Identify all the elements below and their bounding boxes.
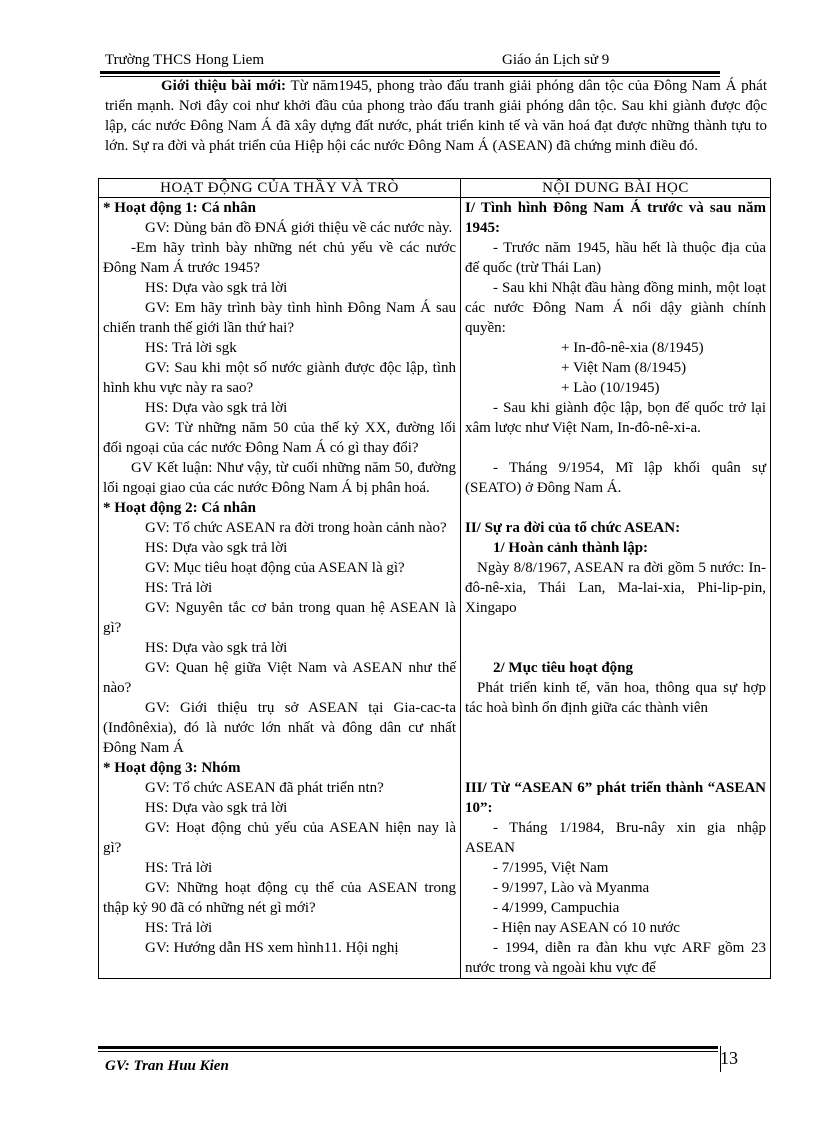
content-line: - 7/1995, Việt Nam xyxy=(493,860,609,876)
activity-line: HS: Trả lời sgk xyxy=(145,340,237,356)
activity-line: GV: Dùng bản đồ ĐNÁ giới thiệu về các nước này. xyxy=(145,220,453,236)
content-line: - Tháng 9/1954, Mĩ lập khối quân sự (SEATO) ở Đông Nam Á. xyxy=(465,460,766,496)
intro-label: Giới thiệu bài mới: xyxy=(161,78,287,94)
activity-line: -Em hãy trình bày những nét chủ yếu về các nước Đông Nam Á trước 1945? xyxy=(103,240,456,276)
activity-line: HS: Trả lời xyxy=(145,860,213,876)
teacher-label: GV: xyxy=(105,1058,130,1074)
activity-line: GV: Hoạt động chủ yếu của ASEAN hiện nay là gì? xyxy=(103,820,456,856)
lesson-table xyxy=(98,178,771,979)
content-line: - Sau khi giành độc lập, bọn đế quốc trở lại xâm lược như Việt Nam, In-đô-nê-xi-a. xyxy=(465,400,766,436)
subsection-1-title: 1/ Hoàn cảnh thành lập: xyxy=(493,540,649,556)
spacer xyxy=(465,498,766,518)
content-line: - 1994, diễn ra đàn khu vực ARF gồm 23 nước trong và ngoài khu vực để xyxy=(465,940,766,976)
spacer xyxy=(465,638,766,658)
content-line: - Tháng 1/1984, Bru-nây xin gia nhập ASEAN xyxy=(465,820,766,856)
activity-line: HS: Dựa vào sgk trả lời xyxy=(145,540,288,556)
activity-line: GV: Hướng dẫn HS xem hình11. Hội nghị xyxy=(145,940,399,956)
table-body-row xyxy=(99,198,771,979)
content-line: + Lào (10/1945) xyxy=(561,380,660,396)
header-rule-thick xyxy=(100,71,720,74)
page-number: 13 xyxy=(720,1048,738,1068)
spacer xyxy=(465,618,766,638)
page-header xyxy=(105,52,715,72)
section-1-title: I/ Tình hình Đông Nam Á trước và sau năm 1945: xyxy=(465,200,766,236)
subsection-2-title: 2/ Mục tiêu hoạt động xyxy=(493,660,634,676)
content-line: - Hiện nay ASEAN có 10 nước xyxy=(493,920,680,936)
activities-cell xyxy=(99,198,461,979)
activity-line: GV Kết luận: Như vậy, từ cuối những năm 50, đường lối ngoại giao của các nước Đông Nam Á bị phân hoá. xyxy=(103,460,456,496)
activity-line: HS: Trả lời xyxy=(145,580,213,596)
teacher-signature xyxy=(105,1058,229,1075)
content-line: Phát triển kinh tế, văn hoa, thông qua sự hợp tác hoà bình ổn định giữa các thành viên xyxy=(465,680,766,716)
content-line: + Việt Nam (8/1945) xyxy=(561,360,687,376)
content-line: + In-đô-nê-xia (8/1945) xyxy=(561,340,704,356)
activity-line: HS: Dựa vào sgk trả lời xyxy=(145,280,288,296)
spacer xyxy=(465,738,766,758)
activity-3-title: * Hoạt động 3: Nhóm xyxy=(103,760,241,776)
activity-line: GV: Tổ chức ASEAN đã phát triển ntn? xyxy=(145,780,384,796)
content-line: - Trước năm 1945, hầu hết là thuộc địa của đế quốc (trừ Thái Lan) xyxy=(465,240,766,276)
activity-line: GV: Những hoạt động cụ thể của ASEAN trong thập kỷ 90 đã có những nét gì mới? xyxy=(103,880,456,916)
intro-paragraph xyxy=(105,76,767,156)
table-header-row xyxy=(99,179,771,198)
activity-line: GV: Giới thiệu trụ sở ASEAN tại Gia-cac-ta (Inđônêxia), đó là nước lớn nhất và đông dân cư nhất Đông Nam Á xyxy=(103,700,456,756)
activity-line: GV: Tổ chức ASEAN ra đời trong hoàn cảnh nào? xyxy=(145,520,447,536)
footer-rule-thin xyxy=(98,1051,718,1052)
activity-line: GV: Mục tiêu hoạt động của ASEAN là gì? xyxy=(145,560,405,576)
content-line: - 4/1999, Campuchia xyxy=(493,900,620,916)
teacher-name: Tran Huu Kien xyxy=(129,1058,229,1074)
activity-line: HS: Dựa vào sgk trả lời xyxy=(145,640,288,656)
activity-2-title: * Hoạt động 2: Cá nhân xyxy=(103,500,256,516)
content-cell xyxy=(461,198,771,979)
activity-line: HS: Trả lời xyxy=(145,920,213,936)
school-name: Trường THCS Hong Liem xyxy=(105,52,265,68)
activity-1-title: * Hoạt động 1: Cá nhân xyxy=(103,200,256,216)
activity-line: GV: Nguyên tắc cơ bản trong quan hệ ASEAN là gì? xyxy=(103,600,456,636)
activity-line: GV: Quan hệ giữa Việt Nam và ASEAN như thế nào? xyxy=(103,660,456,696)
col-activities-header: HOẠT ĐỘNG CỦA THẦY VÀ TRÒ xyxy=(99,179,461,198)
activity-line: GV: Từ những năm 50 của thế kỷ XX, đường lối đối ngoại của các nước Đông Nam Á có gì thay đổi? xyxy=(103,420,456,456)
section-2-title: II/ Sự ra đời của tổ chức ASEAN: xyxy=(465,520,681,536)
activity-line: GV: Sau khi một số nước giành được độc lập, tình hình khu vực này ra sao? xyxy=(103,360,456,396)
spacer xyxy=(465,438,766,458)
intro-text: Từ năm1945, phong trào đấu tranh giải phóng dân tộc của Đông Nam Á phát triển mạnh. Nơi đây coi như khởi đầu của phong trào đấu tranh giải phóng dân tộc. Sau khi giành được độc lập, các nước Đông Nam Á đã xây dựng đất nước, phát triển kinh tế và văn hoá đạt được những thành tựu to lớn. Sự ra đời và phát triển của Hiệp hội các nước Đông Nam Á (ASEAN) đã chứng minh điều đó. xyxy=(105,78,767,154)
footer-rule-thick xyxy=(98,1046,718,1049)
section-3-title: III/ Từ “ASEAN 6” phát triển thành “ASEAN 10”: xyxy=(465,780,766,816)
content-line: - Sau khi Nhật đầu hàng đồng minh, một loạt các nước Đông Nam Á nổi dậy giành chính quyền: xyxy=(465,280,766,336)
activity-line: HS: Dựa vào sgk trả lời xyxy=(145,800,288,816)
activity-line: HS: Dựa vào sgk trả lời xyxy=(145,400,288,416)
spacer xyxy=(465,758,766,778)
content-line: Ngày 8/8/1967, ASEAN ra đời gồm 5 nước: In-đô-nê-xia, Thái Lan, Ma-lai-xia, Phi-lip-pin, Xingapo xyxy=(465,560,766,616)
content-line: - 9/1997, Lào và Myanma xyxy=(493,880,650,896)
activity-line: GV: Em hãy trình bày tình hình Đông Nam Á sau chiến tranh thế giới lần thứ hai? xyxy=(103,300,456,336)
col-content-header: NỘI DUNG BÀI HỌC xyxy=(461,179,771,198)
spacer xyxy=(465,718,766,738)
subject-title: Giáo án Lịch sử 9 xyxy=(502,52,610,68)
